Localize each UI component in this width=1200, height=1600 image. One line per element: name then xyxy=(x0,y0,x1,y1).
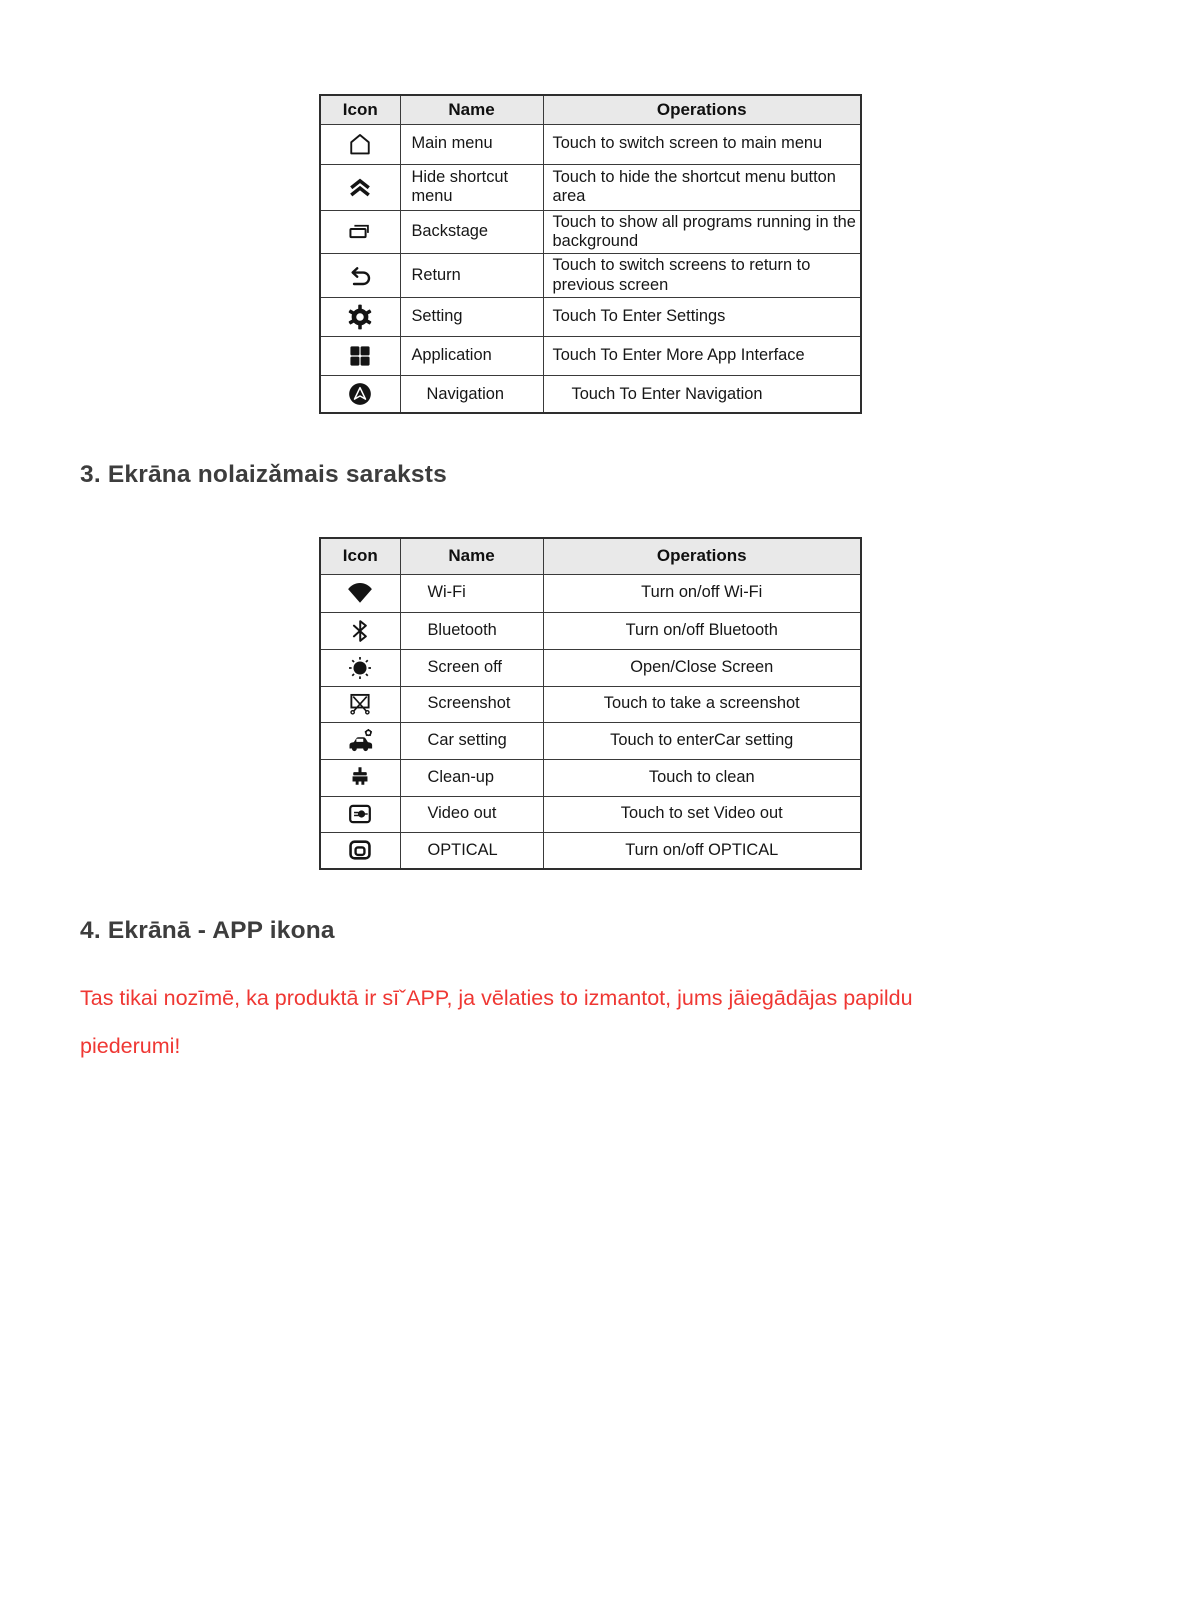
name-cell: Screen off xyxy=(400,649,543,686)
name-cell: Navigation xyxy=(400,375,543,413)
name-cell: Return xyxy=(400,254,543,298)
operation-cell: Touch To Enter More App Interface xyxy=(543,336,861,375)
operation-cell: Touch To Enter Settings xyxy=(543,297,861,336)
name-cell: Wi-Fi xyxy=(400,574,543,612)
table-row xyxy=(320,832,861,869)
section-heading-3: 3. Ekrāna nolaizǎmais saraksts xyxy=(80,461,447,488)
home-icon xyxy=(345,129,375,159)
table-row xyxy=(320,297,861,336)
table-body xyxy=(320,574,861,869)
screenshot-icon xyxy=(346,690,374,718)
operation-cell: Open/Close Screen xyxy=(543,649,861,686)
icon-cell xyxy=(320,210,400,254)
bluetooth-icon xyxy=(346,617,374,645)
operation-cell: Touch to take a screenshot xyxy=(543,686,861,722)
dropdown-list-table-section xyxy=(319,537,862,870)
backstage-icon xyxy=(346,218,374,246)
brush-icon xyxy=(346,764,374,792)
table-row xyxy=(320,336,861,375)
video-out-plug-icon xyxy=(346,800,374,828)
name-cell: Car setting xyxy=(400,722,543,759)
icon-cell xyxy=(320,686,400,722)
table-row xyxy=(320,164,861,210)
name-cell: Screenshot xyxy=(400,686,543,722)
operation-cell: Touch to switch screens to return to previous screen xyxy=(543,254,861,298)
icon-cell xyxy=(320,759,400,796)
icon-cell xyxy=(320,254,400,298)
icon-cell xyxy=(320,124,400,164)
table-body xyxy=(320,124,861,413)
table-row xyxy=(320,612,861,649)
table-header-row xyxy=(320,538,861,574)
name-cell: Hide shortcut menu xyxy=(400,164,543,210)
operation-cell: Turn on/off Bluetooth xyxy=(543,612,861,649)
operation-cell: Touch to show all programs running in the background xyxy=(543,210,861,254)
operation-cell: Touch to enterCar setting xyxy=(543,722,861,759)
table-row xyxy=(320,759,861,796)
table-row xyxy=(320,796,861,832)
gear-icon xyxy=(345,302,375,332)
table-row xyxy=(320,649,861,686)
icon-cell xyxy=(320,336,400,375)
name-cell: Video out xyxy=(400,796,543,832)
icon-cell xyxy=(320,375,400,413)
icon-cell xyxy=(320,796,400,832)
shortcut-buttons-table-section xyxy=(319,94,862,414)
table-row xyxy=(320,254,861,298)
icon-cell xyxy=(320,649,400,686)
table-row xyxy=(320,686,861,722)
note-line-2: piederumi! xyxy=(80,1034,181,1058)
column-header: Name xyxy=(400,538,543,574)
column-header: Operations xyxy=(543,538,861,574)
column-header: Icon xyxy=(320,95,400,124)
operation-cell: Touch To Enter Navigation xyxy=(543,375,861,413)
table-row xyxy=(320,722,861,759)
shortcut-buttons-table xyxy=(319,94,862,414)
column-header: Operations xyxy=(543,95,861,124)
name-cell: Backstage xyxy=(400,210,543,254)
table-row xyxy=(320,375,861,413)
operation-cell: Touch to set Video out xyxy=(543,796,861,832)
double-chevron-up-icon xyxy=(345,172,375,202)
table-row xyxy=(320,124,861,164)
icon-cell xyxy=(320,722,400,759)
icon-cell xyxy=(320,164,400,210)
name-cell: Application xyxy=(400,336,543,375)
sun-icon xyxy=(346,654,374,682)
column-header: Icon xyxy=(320,538,400,574)
operation-cell: Touch to switch screen to main menu xyxy=(543,124,861,164)
name-cell: OPTICAL xyxy=(400,832,543,869)
name-cell: Main menu xyxy=(400,124,543,164)
table-header xyxy=(320,538,861,574)
return-arrow-icon xyxy=(345,261,375,291)
table-header xyxy=(320,95,861,124)
name-cell: Setting xyxy=(400,297,543,336)
column-header: Name xyxy=(400,95,543,124)
table-row xyxy=(320,574,861,612)
section-heading-4: 4. Ekrānā - APP ikona xyxy=(80,917,335,944)
navigation-icon xyxy=(346,380,374,408)
app-grid-icon xyxy=(346,342,374,370)
name-cell: Clean-up xyxy=(400,759,543,796)
operation-cell: Touch to hide the shortcut menu button area xyxy=(543,164,861,210)
icon-cell xyxy=(320,297,400,336)
dropdown-list-table xyxy=(319,537,862,870)
wifi-icon xyxy=(345,578,375,608)
table-row xyxy=(320,210,861,254)
operation-cell: Touch to clean xyxy=(543,759,861,796)
operation-cell: Turn on/off Wi-Fi xyxy=(543,574,861,612)
warning-note xyxy=(80,974,1070,1070)
table-header-row xyxy=(320,95,861,124)
note-line-1: Tas tikai nozīmē, ka produktā ir sīˇAPP, ja vēlaties to izmantot, jums jāiegādājas papildu xyxy=(80,986,913,1010)
optical-port-icon xyxy=(346,836,374,864)
icon-cell xyxy=(320,612,400,649)
car-gear-icon xyxy=(345,726,375,756)
operation-cell: Turn on/off OPTICAL xyxy=(543,832,861,869)
icon-cell xyxy=(320,574,400,612)
icon-cell xyxy=(320,832,400,869)
name-cell: Bluetooth xyxy=(400,612,543,649)
